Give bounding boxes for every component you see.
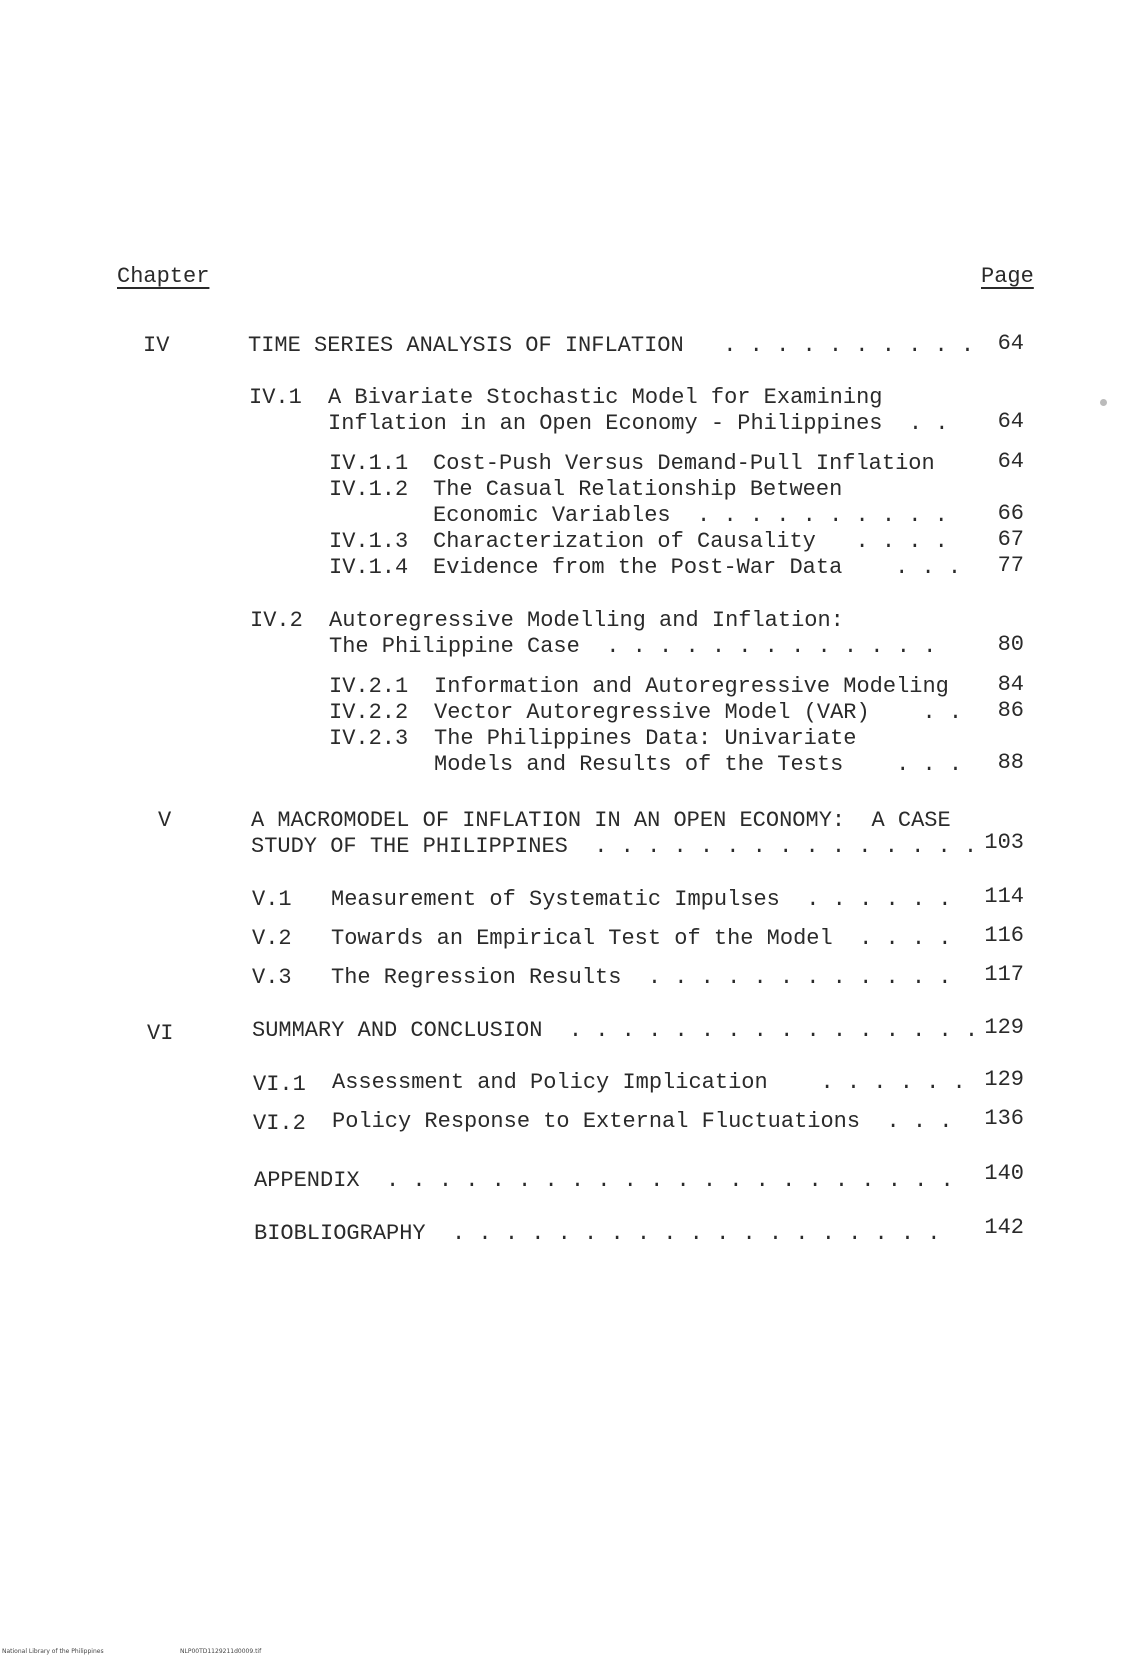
appendix-title: APPENDIX . . . . . . . . . . . . . . . . . . . . . .	[254, 1168, 954, 1193]
section-number: IV.1	[249, 385, 302, 410]
section-title: Measurement of Systematic Impulses . . . . . .	[331, 887, 952, 912]
page-number: 140	[984, 1161, 1024, 1186]
page-number: 64	[997, 409, 1024, 434]
section-title: Assessment and Policy Implication . . . . . .	[332, 1070, 966, 1095]
section-number: VI.1	[253, 1072, 306, 1097]
chapter-title: TIME SERIES ANALYSIS OF INFLATION . . . . . . . . . .	[248, 333, 975, 358]
page-number: 77	[997, 553, 1024, 578]
page-number: 64	[997, 331, 1024, 356]
page-number: 129	[984, 1067, 1024, 1092]
subsection-number: IV.2.1	[329, 674, 409, 699]
page-number: 129	[984, 1015, 1024, 1040]
section-number: V.3	[252, 965, 292, 990]
footer-library: National Library of the Philippines	[2, 1648, 104, 1655]
section-number: V.1	[252, 887, 292, 912]
chapter-title: A MACROMODEL OF INFLATION IN AN OPEN ECONOMY: A CASE	[251, 808, 951, 833]
subsection-number: IV.1.3	[329, 529, 409, 554]
page-number: 67	[997, 527, 1024, 552]
subsection-title-cont: Economic Variables . . . . . . . . . .	[433, 503, 948, 528]
subsection-title: The Casual Relationship Between	[433, 477, 843, 502]
section-title: A Bivariate Stochastic Model for Examining	[328, 385, 883, 410]
page-number: 84	[997, 672, 1024, 697]
subsection-title: Evidence from the Post-War Data . . .	[433, 555, 962, 580]
chapter-number: V	[158, 808, 172, 833]
page-number: 116	[984, 923, 1024, 948]
section-number: IV.2	[250, 608, 303, 633]
section-title: Autoregressive Modelling and Inflation:	[329, 608, 844, 633]
page-number: 114	[984, 884, 1024, 909]
subsection-title: Cost-Push Versus Demand-Pull Inflation	[433, 451, 935, 476]
subsection-number: IV.2.2	[329, 700, 409, 725]
chapter-number: VI	[147, 1021, 174, 1046]
section-title: Towards an Empirical Test of the Model . . . .	[331, 926, 952, 951]
section-title-cont: The Philippine Case . . . . . . . . . . . . .	[329, 634, 937, 659]
section-title: Policy Response to External Fluctuations . . .	[332, 1109, 953, 1134]
section-title-cont: Inflation in an Open Economy - Philippines . .	[328, 411, 949, 436]
subsection-title: Characterization of Causality . . . .	[433, 529, 948, 554]
page-number: 103	[984, 830, 1024, 855]
page-column-header: Page	[981, 264, 1034, 289]
subsection-number: IV.1.4	[329, 555, 409, 580]
page-number: 64	[997, 449, 1024, 474]
chapter-column-header: Chapter	[117, 264, 210, 289]
chapter-title-cont: STUDY OF THE PHILIPPINES . . . . . . . . . . . . . . .	[251, 834, 978, 859]
chapter-number: IV	[143, 333, 170, 358]
page-number: 88	[997, 750, 1024, 775]
subsection-title: Information and Autoregressive Modeling	[434, 674, 949, 699]
page-number: 136	[984, 1106, 1024, 1131]
page-number: 86	[997, 698, 1024, 723]
page-number: 80	[997, 632, 1024, 657]
chapter-title: SUMMARY AND CONCLUSION . . . . . . . . . . . . . . . .	[252, 1018, 979, 1043]
subsection-number: IV.1.2	[329, 477, 409, 502]
page-number: 117	[984, 962, 1024, 987]
footer-file: NLP00TD1129211d0009.tif	[180, 1648, 262, 1655]
subsection-title-cont: Models and Results of the Tests . . .	[434, 752, 963, 777]
page-number: 142	[984, 1215, 1024, 1240]
section-number: V.2	[252, 926, 292, 951]
page-number: 66	[997, 501, 1024, 526]
subsection-number: IV.1.1	[329, 451, 409, 476]
section-title: The Regression Results . . . . . . . . . . . .	[331, 965, 952, 990]
subsection-title: Vector Autoregressive Model (VAR) . .	[434, 700, 963, 725]
subsection-title: The Philippines Data: Univariate	[434, 726, 857, 751]
subsection-number: IV.2.3	[329, 726, 409, 751]
bibliography-title: BIOBLIOGRAPHY . . . . . . . . . . . . . . . . . . .	[254, 1221, 941, 1246]
scan-speck	[1100, 399, 1107, 406]
section-number: VI.2	[253, 1111, 306, 1136]
